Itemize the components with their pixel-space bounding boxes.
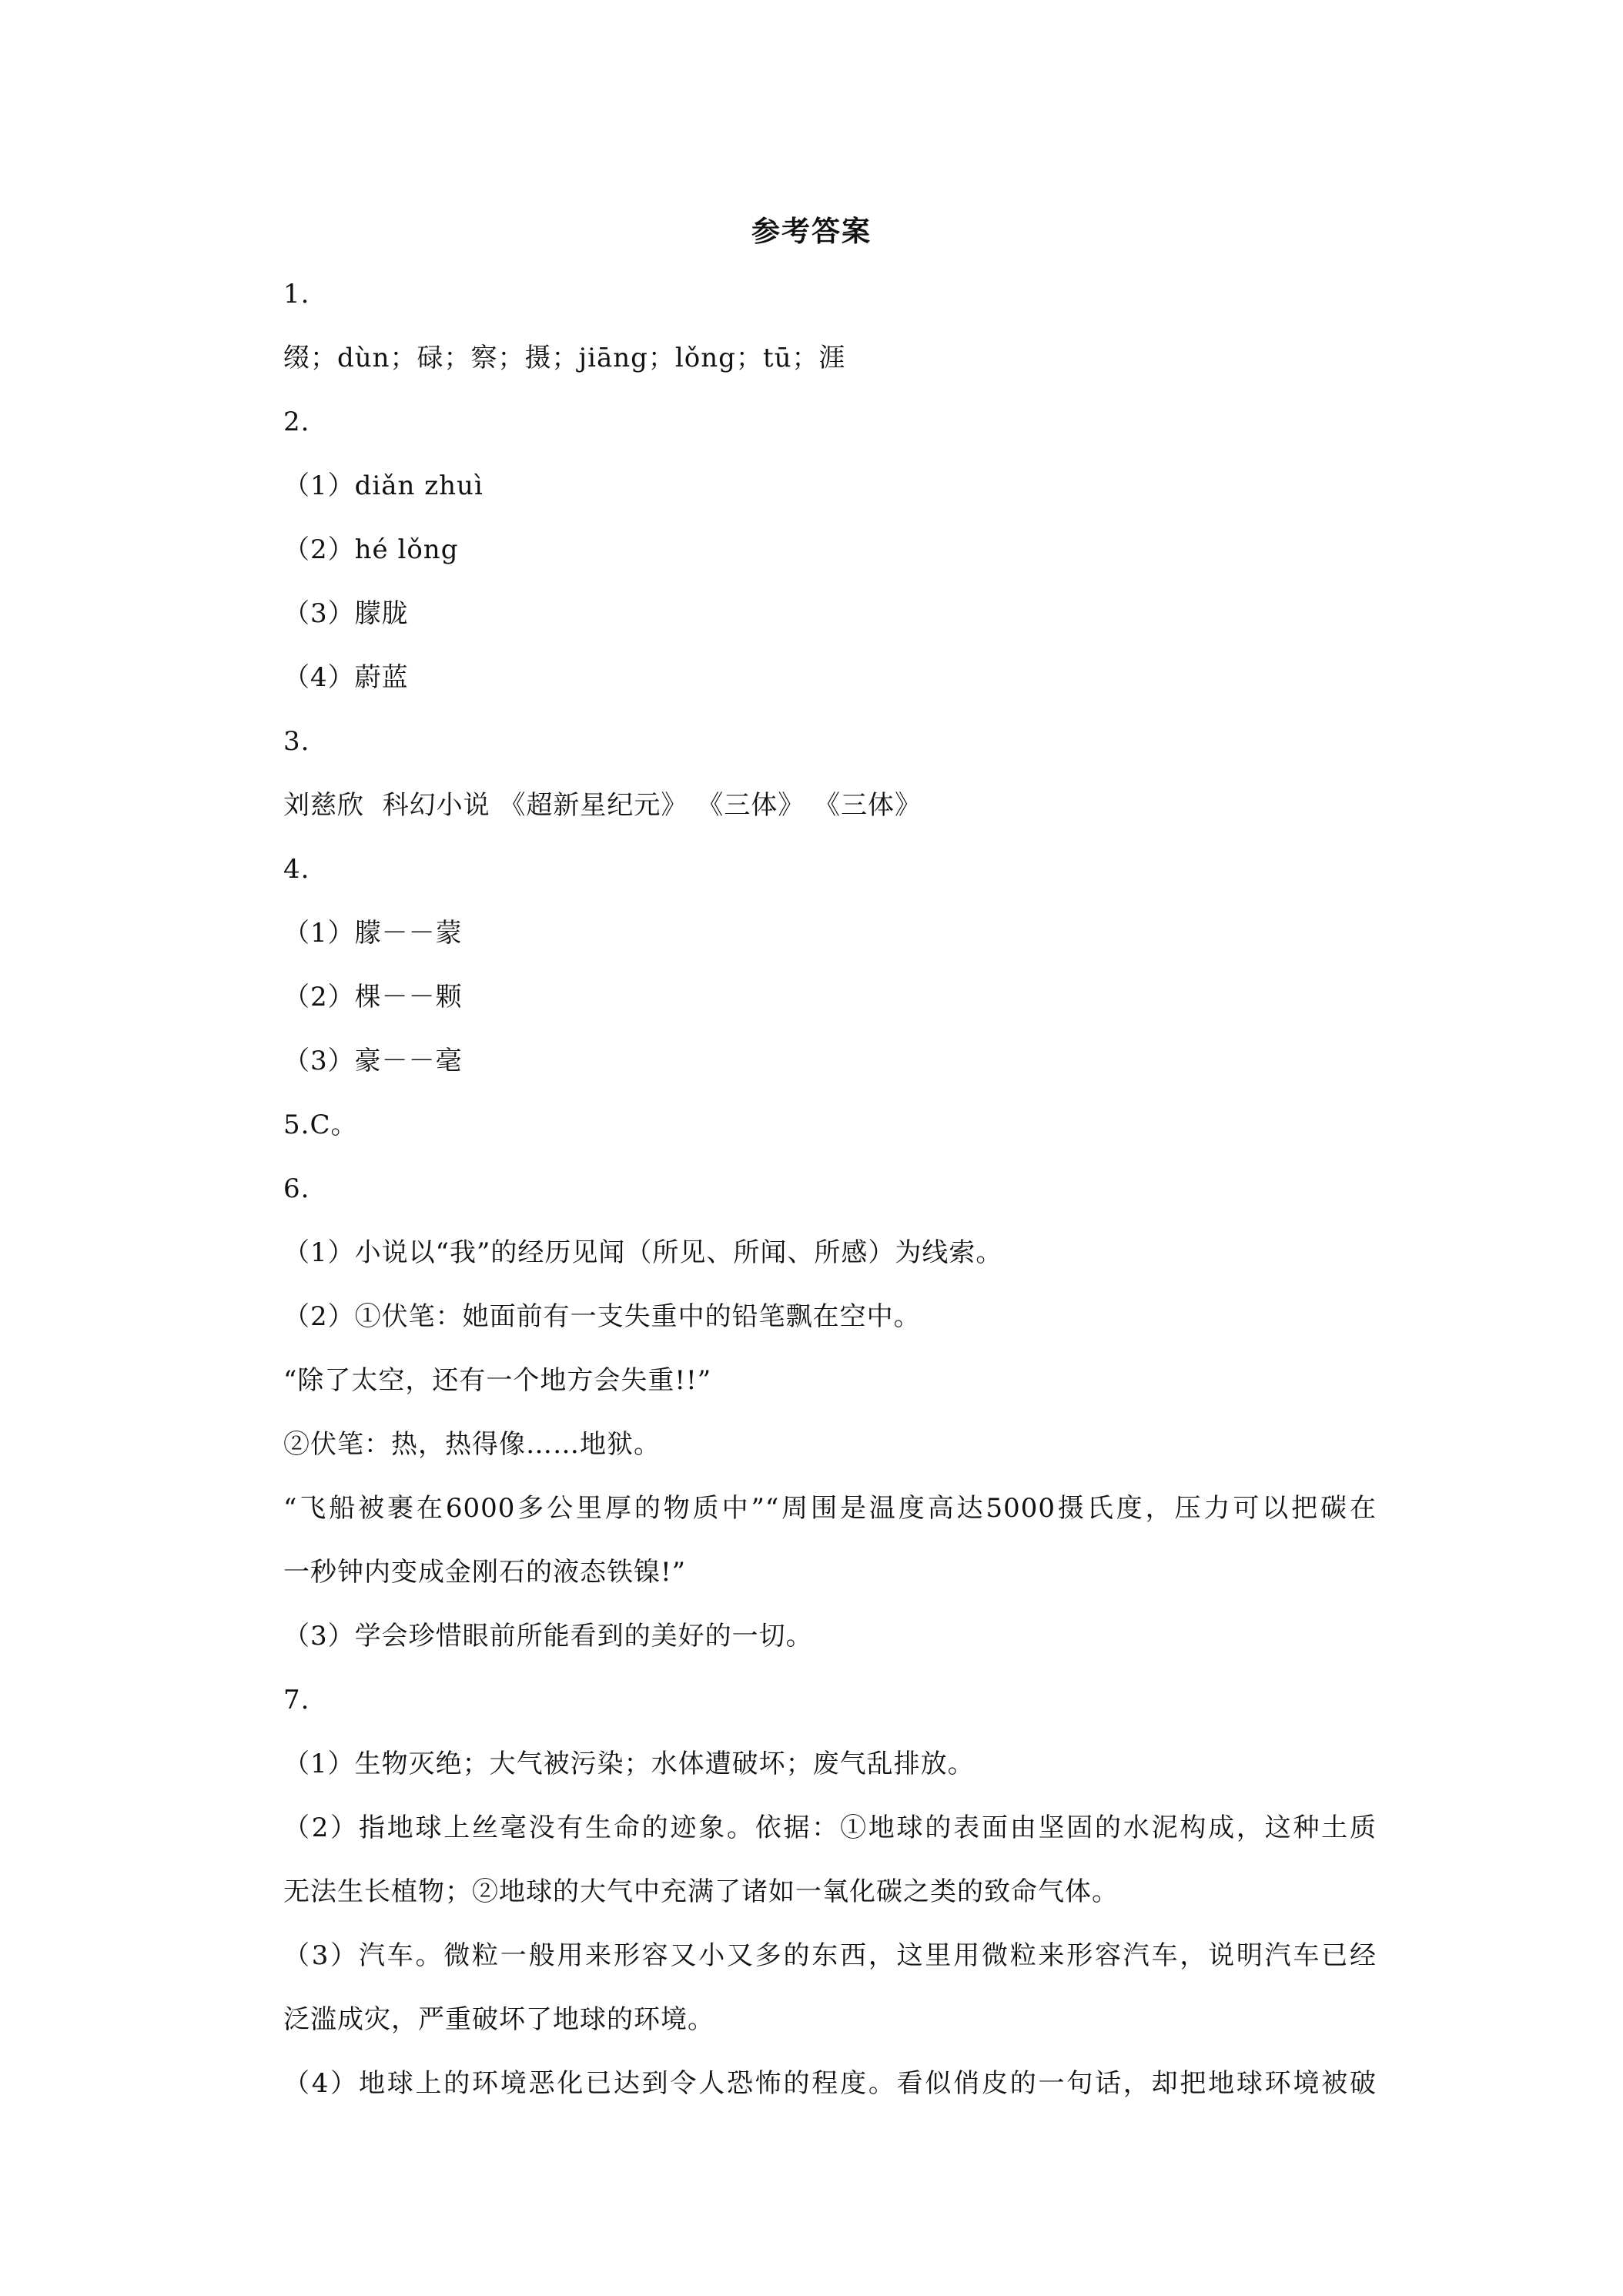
answer-2-item-2: （2）hé lǒng <box>283 534 459 565</box>
answer-number-3: 3. <box>283 726 310 757</box>
answer-5-text: 5.C。 <box>283 1110 358 1140</box>
answer-6-quote-1: “除了太空，还有一个地方会失重!!” <box>283 1365 712 1396</box>
answer-2-item-4: （4）蔚蓝 <box>283 662 409 693</box>
answer-7-item-1: （1）生物灭绝；大气被污染；水体遭破坏；废气乱排放。 <box>283 1749 975 1779</box>
answer-3-text: 刘慈欣 科幻小说 《超新星纪元》 《三体》 《三体》 <box>283 790 922 821</box>
answer-6-item-2: （2）①伏笔：她面前有一支失重中的铅笔飘在空中。 <box>283 1301 921 1332</box>
answer-number-4: 4. <box>283 854 310 885</box>
answer-4-item-3: （3）豪－－毫 <box>283 1046 463 1076</box>
answer-2-item-1: （1）diǎn zhuì <box>283 470 484 501</box>
answer-1-text: 缀；dùn；碌；察；摄；jiāng；lǒng；tū；涯 <box>283 343 846 373</box>
answer-7-item-3-line-1: （3）汽车。微粒一般用来形容又小又多的东西，这里用微粒来形容汽车，说明汽车已经 <box>283 1940 1377 1971</box>
answer-2-item-3: （3）朦胧 <box>283 598 409 629</box>
answer-6-item-3: （3）学会珍惜眼前所能看到的美好的一切。 <box>283 1621 813 1652</box>
page-title: 参考答案 <box>751 214 872 248</box>
answer-7-item-2-line-1: （2）指地球上丝毫没有生命的迹象。依据：①地球的表面由坚固的水泥构成，这种土质 <box>283 1812 1377 1843</box>
answer-number-7: 7. <box>283 1685 310 1715</box>
answer-6-quote-2-line-2: 一秒钟内变成金刚石的液态铁镍!” <box>283 1557 687 1588</box>
answer-7-item-3-line-2: 泛滥成灾，严重破坏了地球的环境。 <box>283 2004 714 2035</box>
answer-7-item-2-line-2: 无法生长植物；②地球的大气中充满了诸如一氧化碳之类的致命气体。 <box>283 1876 1119 1907</box>
answer-6-item-1: （1）小说以“我”的经历见闻（所见、所闻、所感）为线索。 <box>283 1237 1003 1268</box>
answer-6-foreshadow-2: ②伏笔：热，热得像……地狱。 <box>283 1429 661 1460</box>
answer-7-item-4-line-1: （4）地球上的环境恶化已达到令人恐怖的程度。看似俏皮的一句话，却把地球环境被破 <box>283 2068 1377 2099</box>
answer-6-quote-2-line-1: “飞船被裹在6000多公里厚的物质中”“周围是温度高达5000摄氏度，压力可以把碳在 <box>283 1493 1377 1524</box>
answer-4-item-1: （1）朦－－蒙 <box>283 918 463 949</box>
answer-number-2: 2. <box>283 407 310 437</box>
answer-4-item-2: （2）棵－－颗 <box>283 982 463 1012</box>
answer-number-6: 6. <box>283 1173 310 1204</box>
answer-number-1: 1. <box>283 279 310 310</box>
